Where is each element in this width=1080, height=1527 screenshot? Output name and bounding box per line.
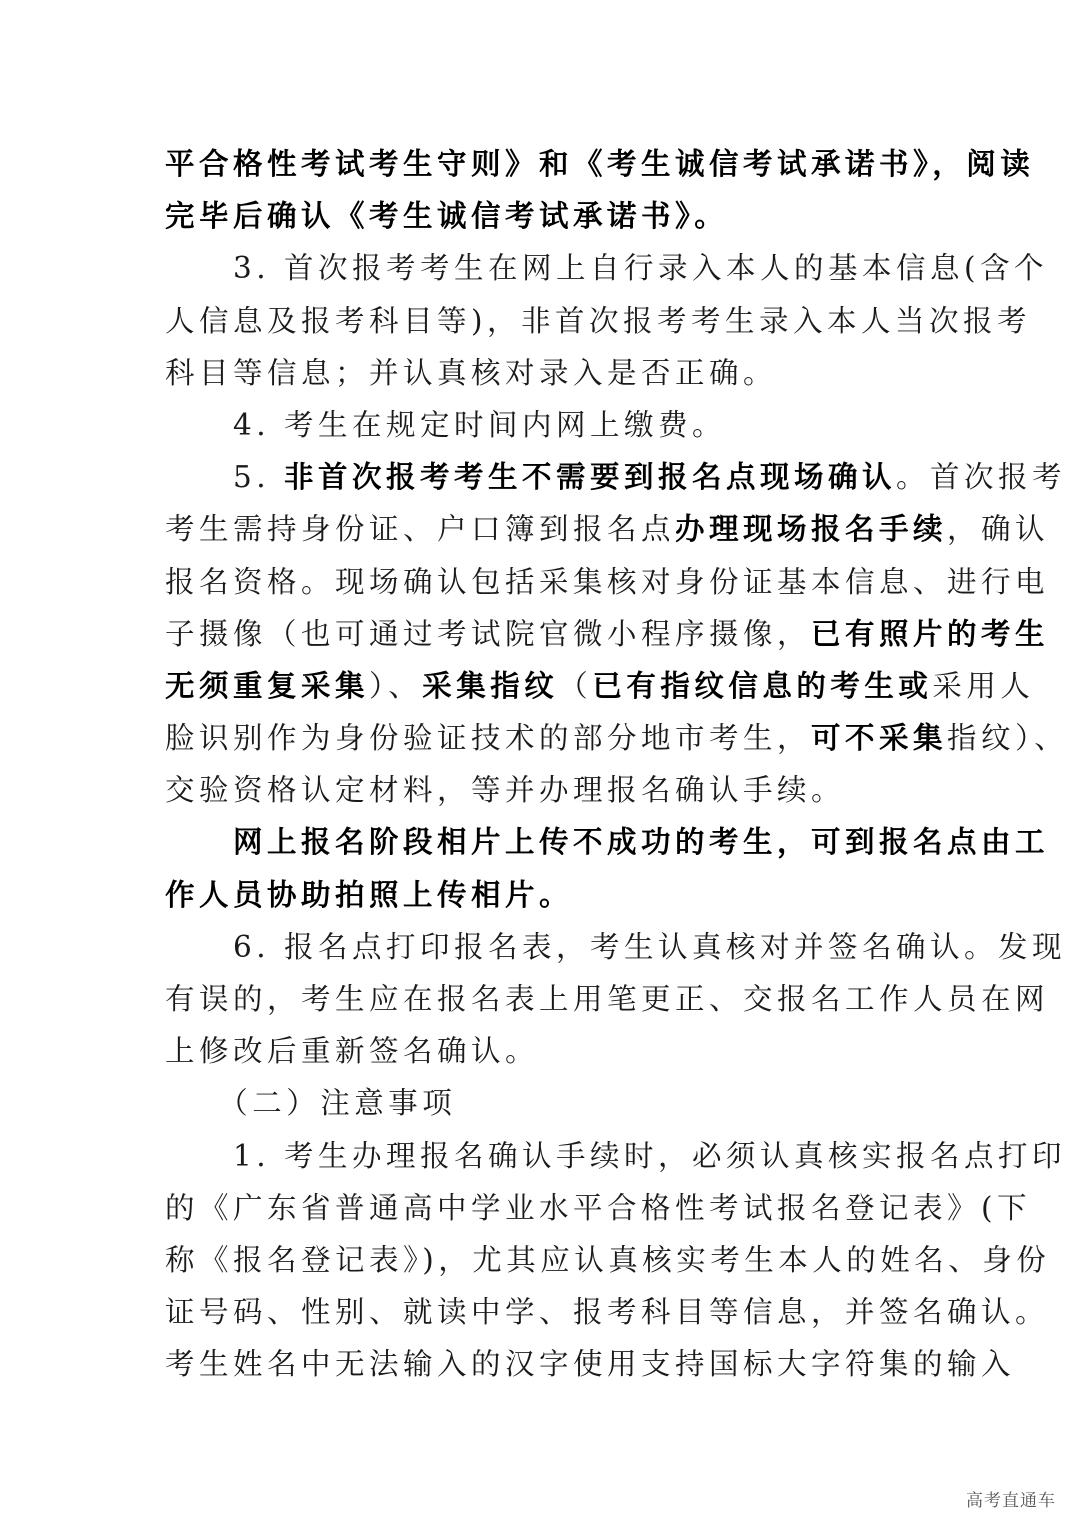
text-run: 采用人 bbox=[932, 668, 1035, 703]
text-line bbox=[165, 921, 1067, 973]
text-line bbox=[165, 138, 1035, 190]
text-line bbox=[165, 1338, 1016, 1390]
bold-text-run: 非首次报考考生不需要到报名点现场确认 bbox=[284, 459, 897, 495]
text-run: ）、 bbox=[369, 668, 423, 703]
text-line bbox=[165, 1182, 1032, 1234]
text-line bbox=[165, 816, 1050, 868]
text-line bbox=[165, 1286, 1050, 1338]
text-run: 6. 报名点打印报名表，考生认真核对并签名确认。发现 bbox=[165, 929, 1067, 964]
text-line bbox=[165, 712, 1069, 764]
text-run: 上修改后重新签名确认。 bbox=[165, 1034, 540, 1069]
text-line bbox=[165, 503, 1050, 555]
bold-text-run: 可不采集 bbox=[811, 720, 948, 756]
text-run: 4. 考生在规定时间内网上缴费。 bbox=[165, 407, 727, 442]
text-run: 交验资格认定材料，等并办理报名确认手续。 bbox=[165, 773, 846, 808]
text-run: 证号码、性别、就读中学、报考科目等信息，并签名确认。 bbox=[165, 1295, 1050, 1330]
text-line bbox=[165, 399, 925, 451]
bold-text-run: 已有指纹信息的考生或 bbox=[592, 667, 933, 703]
text-run: ，确认 bbox=[947, 512, 1050, 547]
document-body bbox=[165, 138, 1069, 1391]
text-run: 人信息及报考科目等)，非首次报考考生录入本人当次报考 bbox=[165, 303, 1032, 338]
text-run: 脸识别作为身份验证技术的部分地市考生， bbox=[165, 721, 812, 756]
bold-text-run: 已有照片的考生 bbox=[811, 615, 1050, 651]
bold-text-run: 办理现场报名手续 bbox=[675, 511, 948, 547]
text-run: 有误的，考生应在报名表上用笔更正、交报名工作人员在网 bbox=[165, 982, 1050, 1016]
bold-text-run: 采集指纹 bbox=[422, 667, 559, 703]
text-line bbox=[165, 556, 1050, 608]
text-line bbox=[165, 451, 1067, 503]
text-line bbox=[165, 1077, 925, 1129]
text-line bbox=[165, 973, 1050, 1025]
bold-text-run: 作人员协助拍照上传相片。 bbox=[165, 876, 574, 912]
bold-text-run: 平合格性考试考生守则》和《考生诚信考试承诺书》，阅读 bbox=[165, 146, 1035, 181]
text-run: 科目等信息；并认真核对录入是否正确。 bbox=[165, 355, 778, 390]
text-run: 1. 考生办理报名确认手续时，必须认真核实报名点打印 bbox=[165, 1138, 1067, 1173]
text-line bbox=[165, 1025, 925, 1077]
text-run: 考生姓名中无法输入的汉字使用支持国标大字符集的输入 bbox=[165, 1347, 1016, 1382]
text-line bbox=[165, 764, 925, 816]
text-line bbox=[165, 608, 1050, 660]
text-run: 报名资格。现场确认包括采集核对身份证基本信息、进行电 bbox=[165, 564, 1050, 599]
bold-text-run: 网上报名阶段相片上传不成功的考生，可到报名点由工 bbox=[165, 824, 1050, 860]
text-run: 。首次报考 bbox=[896, 460, 1067, 495]
bold-text-run: 完毕后确认《考生诚信考试承诺书》。 bbox=[165, 198, 729, 234]
text-run: 考生需持身份证、户口簿到报名点 bbox=[165, 512, 676, 547]
text-run: 的《广东省普通高中学业水平合格性考试报名登记表》(下 bbox=[165, 1190, 1032, 1225]
text-run: 5. bbox=[165, 460, 285, 495]
bold-text-run: 无须重复采集 bbox=[165, 667, 370, 703]
text-line bbox=[165, 295, 1032, 347]
text-run: 子摄像（也可通过考试院官微小程序摄像， bbox=[165, 616, 812, 651]
text-line bbox=[165, 242, 1049, 294]
watermark: 高考直通车 bbox=[966, 1491, 1056, 1511]
text-run: （二）注意事项 bbox=[165, 1086, 457, 1121]
text-run: （ bbox=[558, 668, 593, 703]
text-line bbox=[165, 347, 925, 399]
text-line bbox=[165, 1234, 1051, 1286]
text-line bbox=[165, 869, 925, 921]
text-run: 指纹）、 bbox=[947, 721, 1069, 756]
text-run: 3. 首次报考考生在网上自行录入本人的基本信息(含个 bbox=[165, 251, 1049, 286]
text-line bbox=[165, 1130, 1067, 1182]
text-line bbox=[165, 660, 1035, 712]
text-line bbox=[165, 190, 925, 242]
text-run: 称《报名登记表》)，尤其应认真核实考生本人的姓名、身份 bbox=[165, 1242, 1051, 1277]
